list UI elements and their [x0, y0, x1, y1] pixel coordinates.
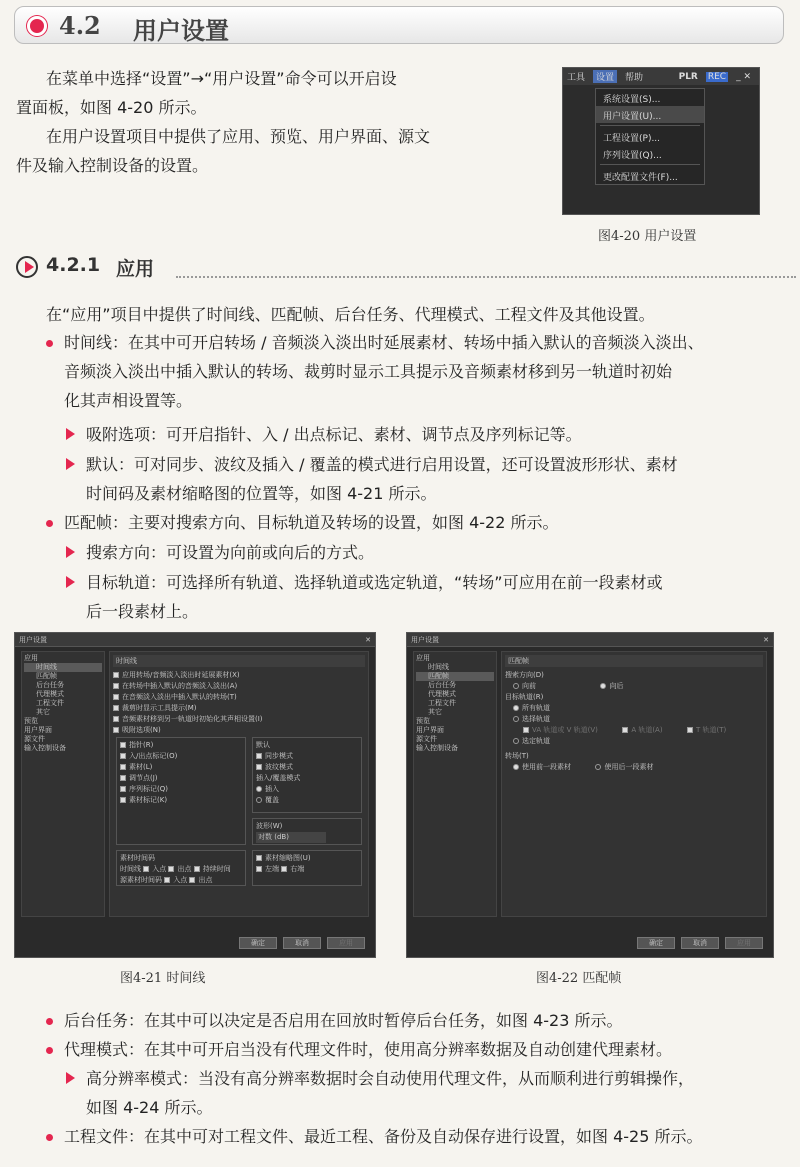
- check-label: 指针(R): [129, 741, 154, 749]
- bullet-timeline-line3: 化其声相设置等。: [64, 391, 193, 410]
- dialog-title: 用户设置: [19, 636, 47, 644]
- tree-item-project-file[interactable]: 工程文件: [36, 699, 64, 707]
- tree-item-preview[interactable]: 预览: [416, 717, 430, 725]
- checkbox[interactable]: [113, 672, 119, 678]
- default-group: [252, 737, 362, 813]
- ok-button[interactable]: 确定: [637, 937, 675, 949]
- radio-row[interactable]: [505, 714, 763, 725]
- checkbox[interactable]: [120, 786, 126, 792]
- bullet-match-frame: 匹配帧：主要对搜索方向、目标轨道及转场的设置，如图 4-22 所示。: [64, 513, 559, 532]
- checkbox[interactable]: [281, 866, 287, 872]
- search-direction-label: 搜索方向(D): [505, 671, 544, 679]
- check-label: 出点: [177, 865, 192, 873]
- thumbnail-group: [252, 850, 362, 886]
- checkbox[interactable]: [120, 764, 126, 770]
- menu-tools[interactable]: 工具: [567, 73, 586, 83]
- user-settings-dialog-match-frame: [406, 632, 774, 958]
- checkbox[interactable]: [256, 855, 262, 861]
- checkbox[interactable]: [120, 753, 126, 759]
- settings-tree: [413, 651, 497, 917]
- checkbox[interactable]: [622, 727, 628, 733]
- arrow-bullet-icon: [66, 546, 75, 558]
- thumbnail-label: 素材缩略图(U): [265, 854, 311, 862]
- transition-options: [505, 762, 763, 773]
- bullet-dot: [46, 520, 53, 527]
- dialog-buttons: [637, 937, 763, 949]
- tree-item-proxy-mode[interactable]: 代理模式: [428, 690, 456, 698]
- radio-label: 向后: [609, 682, 624, 690]
- check-label: 右端: [290, 865, 305, 873]
- dialog-titlebar: [407, 633, 773, 647]
- checkbox[interactable]: [164, 877, 170, 883]
- check-label: 素材(L): [129, 763, 153, 771]
- check-row[interactable]: [113, 714, 365, 725]
- rec-indicator: REC: [707, 71, 727, 82]
- tree-item-input-device[interactable]: 输入控制设备: [24, 744, 66, 752]
- tree-item-background-task[interactable]: 后台任务: [36, 681, 64, 689]
- dialog-title: 用户设置: [411, 636, 439, 644]
- window-controls[interactable]: _ ✕: [736, 71, 751, 82]
- check-row[interactable]: [113, 703, 365, 714]
- check-row[interactable]: [256, 751, 358, 762]
- checkbox[interactable]: [194, 866, 200, 872]
- menubar: [563, 68, 759, 85]
- check-label: 出点: [198, 876, 213, 884]
- track-options: [505, 725, 763, 736]
- figure-caption-4-21: 图4-21 时间线: [120, 971, 206, 986]
- radio-row[interactable]: [256, 784, 358, 795]
- check-row[interactable]: [120, 751, 242, 762]
- check-row[interactable]: [120, 773, 242, 784]
- check-row[interactable]: [120, 762, 242, 773]
- checkbox[interactable]: [120, 775, 126, 781]
- radio-label: 选定轨道: [522, 737, 550, 745]
- sub-target-track-line2: 后一段素材上。: [86, 602, 199, 621]
- check-label: 应用转场/音频淡入淡出时延展素材(X): [122, 671, 240, 679]
- checkbox[interactable]: [120, 797, 126, 803]
- radio[interactable]: [513, 705, 519, 711]
- target-track-label: 目标轨道(R): [505, 693, 544, 701]
- check-label: VA 轨道或 V 轨道(V): [532, 726, 598, 734]
- check-row[interactable]: [113, 725, 365, 736]
- radio-label: 插入: [265, 785, 279, 793]
- default-label: 默认: [256, 741, 270, 749]
- figure-caption-4-20: 图4-20 用户设置: [598, 229, 697, 244]
- radio-row[interactable]: [505, 703, 763, 714]
- timecode-row-label: 时间线: [120, 865, 141, 873]
- tree-item-input-device[interactable]: 输入控制设备: [416, 744, 458, 752]
- tree-item-proxy-mode[interactable]: 代理模式: [36, 690, 64, 698]
- intro-line: 在菜单中选择“设置”→“用户设置”命令可以开启设: [46, 69, 397, 88]
- radio-label: 覆盖: [265, 796, 279, 804]
- menu-item-system-settings[interactable]: 系统设置(S)...: [603, 95, 661, 105]
- sub-default-line1: 默认：可对同步、波纹及插入 / 覆盖的模式进行启用设置，还可设置波形形状、素材: [86, 455, 678, 474]
- waveform-label: 波形(W): [256, 822, 283, 830]
- tree-item-project-file[interactable]: 工程文件: [428, 699, 456, 707]
- intro-line: 在用户设置项目中提供了应用、预览、用户界面、源文: [46, 127, 431, 146]
- subsection-number: 4.2.1: [46, 254, 101, 276]
- checkbox[interactable]: [687, 727, 693, 733]
- radio-row[interactable]: [505, 736, 763, 747]
- check-label: 持续时间: [202, 865, 231, 873]
- check-row[interactable]: [113, 692, 365, 703]
- tree-item-background-task[interactable]: 后台任务: [428, 681, 456, 689]
- checkbox[interactable]: [143, 866, 149, 872]
- checkbox[interactable]: [256, 753, 262, 759]
- section-title: 用户设置: [133, 17, 229, 45]
- checkbox[interactable]: [113, 694, 119, 700]
- section-header: [14, 6, 784, 44]
- snap-options-group: [116, 737, 246, 845]
- check-label: 入点: [152, 865, 167, 873]
- tree-item-user-interface[interactable]: 用户界面: [24, 726, 52, 734]
- menu-screenshot: [562, 67, 760, 215]
- check-row[interactable]: [120, 795, 242, 806]
- checkbox[interactable]: [120, 742, 126, 748]
- tree-item-match-frame[interactable]: 匹配帧: [416, 672, 494, 681]
- intro-paragraph-1b: [16, 93, 207, 122]
- sub-target-track-line1: 目标轨道：可选择所有轨道、选择轨道或选定轨道，“转场”可应用在前一段素材或: [86, 573, 663, 592]
- check-label: 入/出点标记(O): [129, 752, 178, 760]
- check-label: 序列标记(Q): [129, 785, 168, 793]
- check-row[interactable]: [256, 762, 358, 773]
- tree-item-source-file[interactable]: 源文件: [24, 735, 45, 743]
- timecode-row-label: 源素材时间码: [120, 876, 162, 884]
- check-label: 左端: [265, 865, 279, 873]
- bullet-timeline-line2: 音频淡入淡出中插入默认的转场、裁剪时显示工具提示及音频素材移到另一轨道时初始: [64, 362, 673, 381]
- menu-item-project-settings[interactable]: 工程设置(P)...: [603, 134, 661, 144]
- tree-item-match-frame[interactable]: 匹配帧: [36, 672, 57, 680]
- radio[interactable]: [600, 683, 606, 689]
- radio[interactable]: [256, 797, 262, 803]
- timecode-row: [120, 864, 242, 875]
- check-row: [256, 864, 358, 875]
- timecode-group: [116, 850, 246, 886]
- lead-paragraph: 在“应用”项目中提供了时间线、匹配帧、后台任务、代理模式、工程文件及其他设置。: [46, 305, 655, 324]
- sub-hires-mode-line2: 如图 4-24 所示。: [86, 1098, 213, 1117]
- sub-snap-options: 吸附选项：可开启指针、入 / 出点标记、素材、调节点及序列标记等。: [86, 425, 582, 444]
- match-frame-pane: [501, 651, 767, 917]
- radio-label: 使用前一段素材: [522, 763, 571, 771]
- check-label: 素材标记(K): [129, 796, 168, 804]
- menu-help[interactable]: 帮助: [625, 73, 644, 83]
- checkbox[interactable]: [168, 866, 174, 872]
- section-bullet-icon: [27, 16, 47, 36]
- tree-item-application[interactable]: 应用: [416, 654, 430, 662]
- radio[interactable]: [256, 786, 262, 792]
- search-direction-options: [505, 681, 763, 692]
- insert-overwrite-label: 插入/覆盖模式: [256, 774, 301, 782]
- check-label: 波纹模式: [265, 763, 293, 771]
- radio[interactable]: [513, 764, 519, 770]
- dialog-buttons: [239, 937, 365, 949]
- user-settings-dialog-timeline: [14, 632, 376, 958]
- timecode-label: 素材时间码: [120, 854, 155, 862]
- check-label: 调节点(J): [129, 774, 158, 782]
- bullet-proxy-mode: 代理模式：在其中可开启当没有代理文件时，使用高分辨率数据及自动创建代理素材。: [64, 1040, 673, 1059]
- menu-separator: [600, 125, 700, 126]
- pane-header: 时间线: [113, 655, 365, 667]
- timecode-row: [120, 875, 242, 886]
- sub-search-direction: 搜索方向：可设置为向前或向后的方式。: [86, 543, 375, 562]
- tree-item-other[interactable]: 其它: [428, 708, 442, 716]
- arrow-bullet-icon: [66, 1072, 75, 1084]
- snap-options-label: 吸附选项(N): [122, 726, 161, 734]
- intro-paragraph-1: [46, 64, 397, 93]
- checkbox[interactable]: [189, 877, 195, 883]
- tree-item-timeline[interactable]: 时间线: [24, 663, 102, 672]
- apply-button[interactable]: 应用: [725, 937, 763, 949]
- check-row[interactable]: [120, 740, 242, 751]
- checkbox[interactable]: [113, 716, 119, 722]
- intro-line: 件及输入控制设备的设置。: [16, 156, 209, 175]
- checkbox[interactable]: [256, 866, 262, 872]
- dialog-titlebar: [15, 633, 375, 647]
- close-icon[interactable]: ✕: [365, 636, 371, 644]
- ok-button[interactable]: 确定: [239, 937, 277, 949]
- cancel-button[interactable]: 取消: [283, 937, 321, 949]
- check-row[interactable]: [256, 853, 358, 864]
- checkbox[interactable]: [113, 727, 119, 733]
- waveform-group: [252, 818, 362, 845]
- plr-indicator: PLR: [678, 71, 698, 82]
- tree-item-user-interface[interactable]: 用户界面: [416, 726, 444, 734]
- radio-label: 选择轨道: [522, 715, 550, 723]
- settings-dropdown: [595, 88, 705, 185]
- subsection-title: 应用: [116, 258, 155, 280]
- apply-button[interactable]: 应用: [327, 937, 365, 949]
- bullet-dot: [46, 340, 53, 347]
- check-label: 音频素材移到另一轨道时初始化其声相设置(I): [122, 715, 263, 723]
- sub-hires-mode-line1: 高分辨率模式：当没有高分辨率数据时会自动使用代理文件，从而顺利进行剪辑操作，: [86, 1069, 695, 1088]
- checkbox[interactable]: [113, 705, 119, 711]
- check-label: 在转场中插入默认的音频淡入淡出(A): [122, 682, 238, 690]
- pane-header: 匹配帧: [505, 655, 763, 667]
- checkbox[interactable]: [256, 764, 262, 770]
- check-label: A 轨道(A): [631, 726, 663, 734]
- menu-item-user-settings[interactable]: 用户设置(U)...: [596, 106, 704, 123]
- figure-caption-4-22: 图4-22 匹配帧: [536, 971, 622, 986]
- arrow-bullet-icon: [66, 576, 75, 588]
- transition-label: 转场(T): [505, 752, 529, 760]
- tree-item-preview[interactable]: 预览: [24, 717, 38, 725]
- cancel-button[interactable]: 取消: [681, 937, 719, 949]
- check-label: 裁剪时显示工具提示(M): [122, 704, 197, 712]
- check-label: 入点: [173, 876, 188, 884]
- tree-item-other[interactable]: 其它: [36, 708, 50, 716]
- waveform-select[interactable]: 对数 (dB): [256, 832, 326, 843]
- check-row[interactable]: [113, 681, 365, 692]
- radio-label: 向前: [522, 682, 536, 690]
- bullet-dot: [46, 1134, 53, 1141]
- radio[interactable]: [595, 764, 601, 770]
- menu-separator: [600, 164, 700, 165]
- close-icon[interactable]: ✕: [763, 636, 769, 644]
- tree-item-source-file[interactable]: 源文件: [416, 735, 437, 743]
- radio-label: 使用后一段素材: [604, 763, 654, 771]
- settings-tree: [21, 651, 105, 917]
- check-label: T 轨道(T): [696, 726, 727, 734]
- intro-paragraph-2b: [16, 151, 208, 180]
- section-number: 4.2: [59, 11, 101, 40]
- tree-item-timeline[interactable]: 时间线: [428, 663, 449, 671]
- intro-line: 置面板，如图 4-20 所示。: [16, 98, 207, 117]
- check-label: 同步模式: [265, 752, 293, 760]
- bullet-dot: [46, 1047, 53, 1054]
- dotted-rule: [176, 276, 796, 278]
- subsection-header: [16, 254, 786, 282]
- menu-item-change-profile[interactable]: 更改配置文件(F)...: [603, 173, 678, 183]
- timeline-pane: [109, 651, 369, 917]
- radio-label: 所有轨道: [522, 704, 550, 712]
- check-row[interactable]: [113, 670, 365, 681]
- play-bullet-icon: [16, 256, 38, 278]
- check-label: 在音频淡入淡出中插入默认的转场(T): [122, 693, 237, 701]
- menu-settings[interactable]: 设置: [593, 70, 617, 83]
- check-row[interactable]: [120, 784, 242, 795]
- tree-item-application[interactable]: 应用: [24, 654, 38, 662]
- bullet-timeline-line1: 时间线：在其中可开启转场 / 音频淡入淡出时延展素材、转场中插入默认的音频淡入淡出、: [64, 333, 704, 352]
- checkbox[interactable]: [523, 727, 529, 733]
- bullet-dot: [46, 1018, 53, 1025]
- bullet-background-task: 后台任务：在其中可以决定是否启用在回放时暂停后台任务，如图 4-23 所示。: [64, 1011, 623, 1030]
- radio[interactable]: [513, 716, 519, 722]
- arrow-bullet-icon: [66, 428, 75, 440]
- arrow-bullet-icon: [66, 458, 75, 470]
- radio-row[interactable]: [256, 795, 358, 806]
- menu-item-sequence-settings[interactable]: 序列设置(Q)...: [603, 151, 662, 161]
- radio[interactable]: [513, 738, 519, 744]
- bullet-project-file: 工程文件：在其中可对工程文件、最近工程、备份及自动保存进行设置，如图 4-25 所示。: [64, 1127, 703, 1146]
- intro-paragraph-2: [46, 122, 430, 151]
- checkbox[interactable]: [113, 683, 119, 689]
- radio[interactable]: [513, 683, 519, 689]
- sub-default-line2: 时间码及素材缩略图的位置等，如图 4-21 所示。: [86, 484, 437, 503]
